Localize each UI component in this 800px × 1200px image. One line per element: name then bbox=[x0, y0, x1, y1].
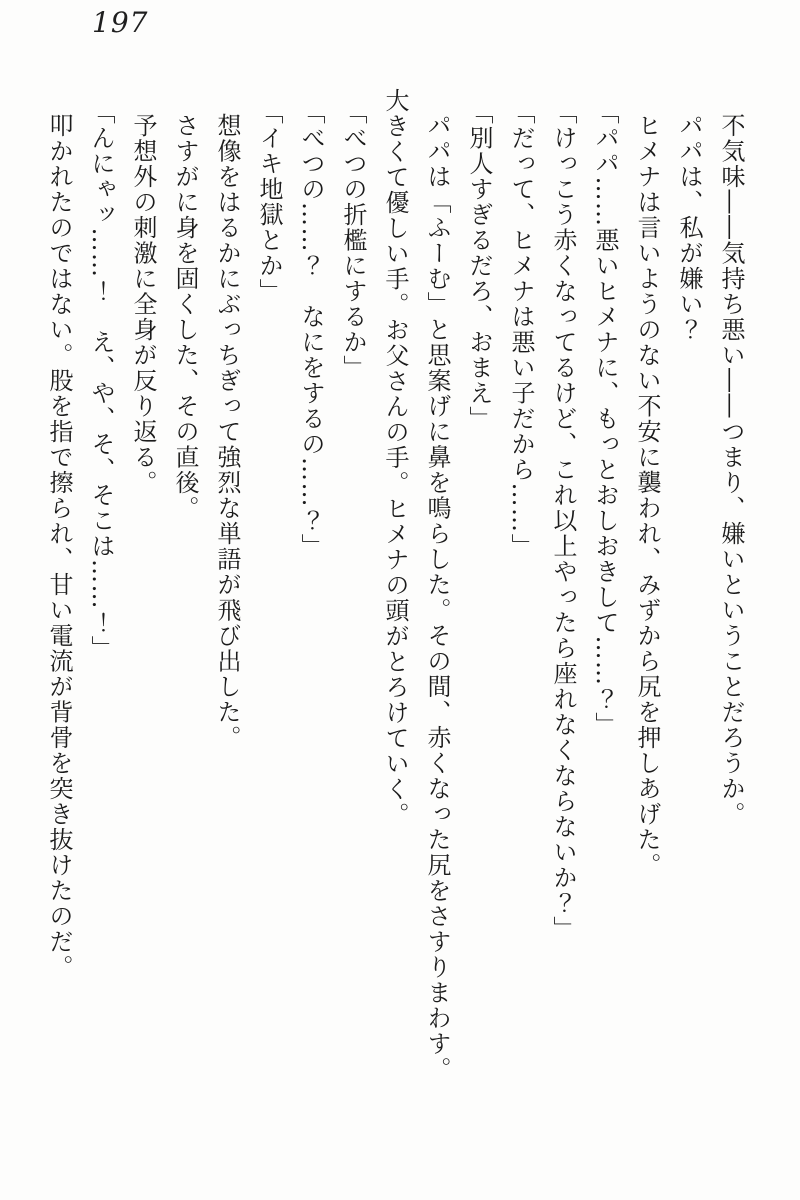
paragraph-11: 「べつの……？ なにをするの……？」 bbox=[297, 100, 325, 559]
page-text bbox=[36, 88, 752, 1100]
paragraph-1: 不気味――気持ち悪い――つまり、嫌いということだろうか。 bbox=[717, 113, 745, 827]
paragraph-12: 「イキ地獄とか」 bbox=[255, 100, 283, 304]
paragraph-10: 「べつの折檻にするか」 bbox=[339, 100, 367, 381]
paragraph-15: 予想外の刺激に全身が反り返る。 bbox=[129, 113, 157, 496]
paragraph-13: 想像をはるかにぶっちぎって強烈な単語が飛び出した。 bbox=[213, 113, 241, 751]
paragraph-3: ヒメナは言いようのない不安に襲われ、みずから尻を押しあげた。 bbox=[633, 113, 661, 878]
paragraph-4: 「パパ……悪いヒメナに、もっとおしおきして……？」 bbox=[591, 100, 619, 738]
page-number: 197 bbox=[92, 6, 149, 39]
paragraph-7: 「別人すぎるだろ、おまえ」 bbox=[465, 100, 493, 432]
paragraph-6: 「だって、ヒメナは悪い子だから……」 bbox=[507, 100, 535, 559]
paragraph-2: パパは、私が嫌い？ bbox=[675, 113, 703, 343]
paragraph-16: 「んにゃッ……！ え、や、そ、そこは……！」 bbox=[87, 100, 115, 661]
paragraph-8: パパは「ふーむ」と思案げに鼻を鳴らした。その間、赤くなった尻をさすりまわす。 bbox=[423, 113, 451, 1082]
paragraph-17: 叩かれたのではない。股を指で擦られ、甘い電流が背骨を突き抜けたのだ。 bbox=[45, 113, 73, 980]
paragraph-14: さすがに身を固くした、その直後。 bbox=[171, 113, 199, 521]
paragraph-5: 「けっこう赤くなってるけど、これ以上やったら座れなくならないか？」 bbox=[549, 100, 577, 942]
paragraph-9: 大きくて優しい手。お父さんの手。ヒメナの頭がとろけていく。 bbox=[381, 88, 409, 828]
